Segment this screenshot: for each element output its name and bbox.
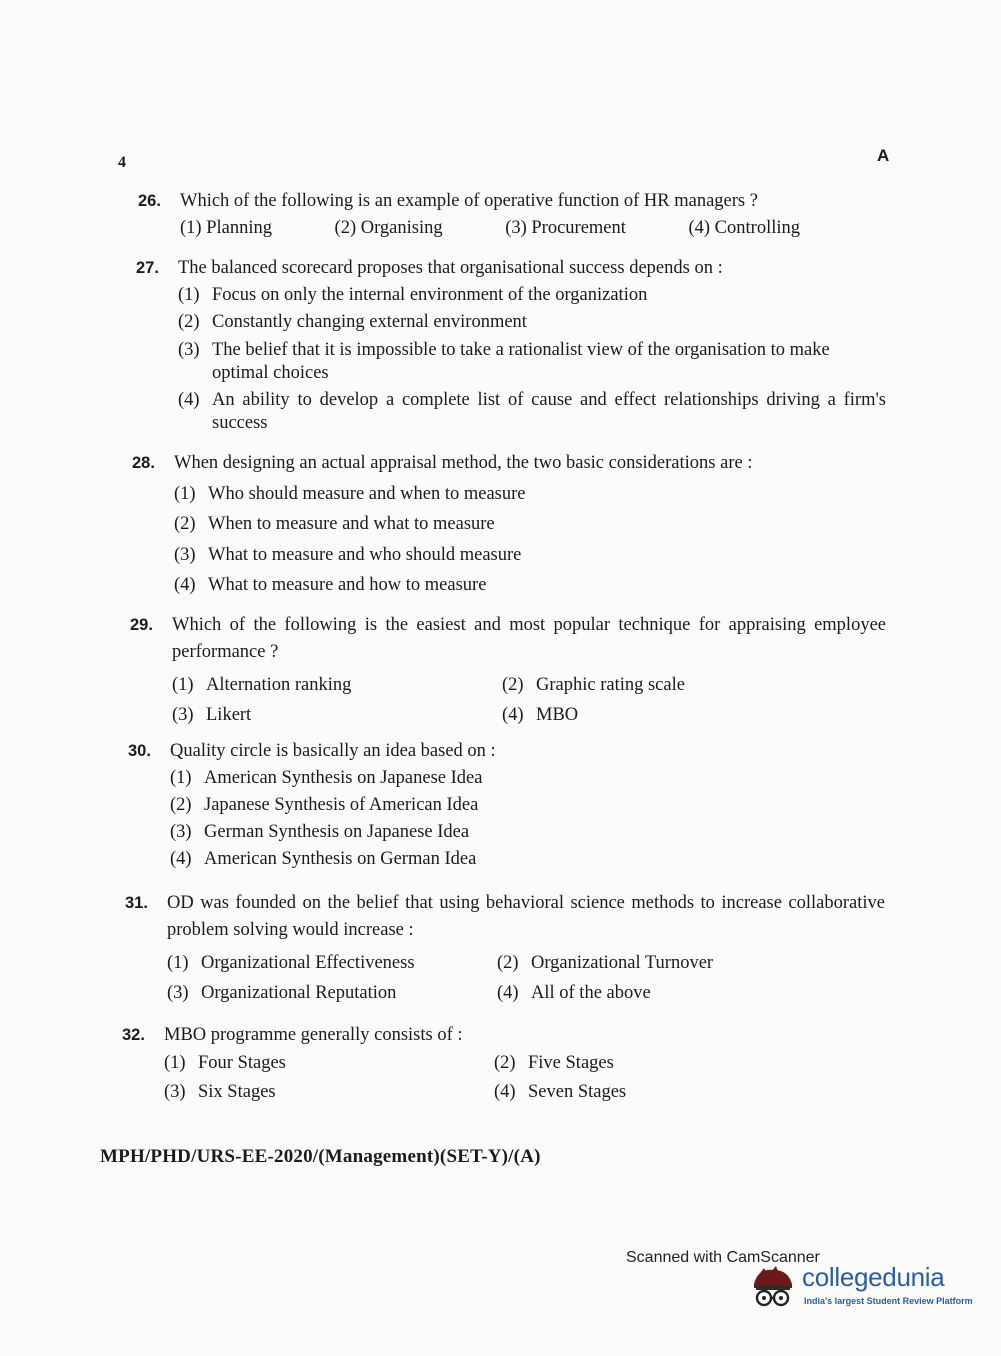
option-4: (4) Controlling xyxy=(688,218,800,238)
option-3: (3) German Synthesis on Japanese Idea xyxy=(170,822,470,842)
option-4: (4) All of the above xyxy=(497,983,651,1003)
option-1: (1) Four Stages xyxy=(164,1053,286,1073)
option-4: (4) American Synthesis on German Idea xyxy=(170,849,477,869)
option-1: (1) American Synthesis on Japanese Idea xyxy=(170,768,483,788)
question-27 xyxy=(136,255,886,435)
option-4: (4) Seven Stages xyxy=(494,1082,627,1102)
question-number: 28. xyxy=(132,454,155,472)
option-1: (1) Organizational Effectiveness xyxy=(167,953,415,973)
option-1: (1) Focus on only the internal environment of the organization xyxy=(178,285,648,305)
brand-name: collegedunia xyxy=(802,1262,945,1292)
options xyxy=(167,948,885,1008)
mascot-icon xyxy=(748,1264,798,1314)
option-3: (3) Six Stages xyxy=(164,1082,276,1102)
option-1: (1) Who should measure and when to measure xyxy=(174,483,526,504)
option-3: (3) The belief that it is impossible to take a rationalist view of the organisation to make optimal choices xyxy=(178,340,830,383)
options xyxy=(178,282,886,435)
question-31 xyxy=(125,890,885,1008)
question-text: The balanced scorecard proposes that organisational success depends on : xyxy=(178,258,723,278)
scanned-with-label: Scanned with CamScanner xyxy=(626,1249,820,1266)
option-2: (2) Japanese Synthesis of American Idea xyxy=(170,795,479,815)
brand-tagline: India's largest Student Review Platform xyxy=(804,1296,973,1306)
question-number: 31. xyxy=(125,894,148,912)
option-2: (2) Graphic rating scale xyxy=(502,675,685,695)
set-letter: A xyxy=(877,146,890,165)
options xyxy=(164,1049,882,1107)
question-32 xyxy=(122,1022,882,1107)
question-29 xyxy=(130,612,886,730)
exam-code: MPH/PHD/URS-EE-2020/(Management)(SET-Y)/(A) xyxy=(100,1146,541,1167)
option-2: (2) Five Stages xyxy=(494,1053,614,1073)
collegedunia-watermark xyxy=(748,1262,978,1314)
question-text: Which of the following is an example of operative function of HR managers ? xyxy=(180,191,758,211)
question-text: OD was founded on the belief that using behavioral science methods to increase collaborative problem solving would increase : xyxy=(167,893,885,940)
options xyxy=(180,215,800,242)
question-text: MBO programme generally consists of : xyxy=(164,1025,463,1045)
option-3: (3) Procurement xyxy=(505,218,626,238)
question-30 xyxy=(128,738,878,873)
question-text: Which of the following is the easiest and most popular technique for appraising employee performance ? xyxy=(172,615,886,662)
question-number: 29. xyxy=(130,616,153,634)
question-number: 26. xyxy=(138,192,161,210)
question-number: 30. xyxy=(128,742,151,760)
question-text: When designing an actual appraisal method, the two basic considerations are : xyxy=(174,453,753,473)
page-number: 4 xyxy=(118,154,126,171)
question-26 xyxy=(138,188,898,242)
options xyxy=(174,479,882,601)
option-2: (2) Constantly changing external environment xyxy=(178,312,527,332)
option-3: (3) Organizational Reputation xyxy=(167,983,397,1003)
option-1: (1) Planning xyxy=(180,218,272,238)
option-4: (4) MBO xyxy=(502,705,579,725)
option-3: (3) What to measure and who should measure xyxy=(174,544,522,565)
option-3: (3) Likert xyxy=(172,705,252,725)
option-4: (4) An ability to develop a complete list of cause and effect relationships driving a firm's success xyxy=(178,390,886,433)
question-28 xyxy=(132,448,882,601)
options xyxy=(172,670,886,730)
question-number: 27. xyxy=(136,259,159,277)
option-2: (2) When to measure and what to measure xyxy=(174,514,495,534)
option-1: (1) Alternation ranking xyxy=(172,675,352,695)
option-4: (4) What to measure and how to measure xyxy=(174,575,487,595)
question-number: 32. xyxy=(122,1026,145,1044)
question-text: Quality circle is basically an idea based on : xyxy=(170,741,496,761)
option-2: (2) Organising xyxy=(334,218,443,238)
options xyxy=(170,765,878,873)
option-2: (2) Organizational Turnover xyxy=(497,953,714,973)
